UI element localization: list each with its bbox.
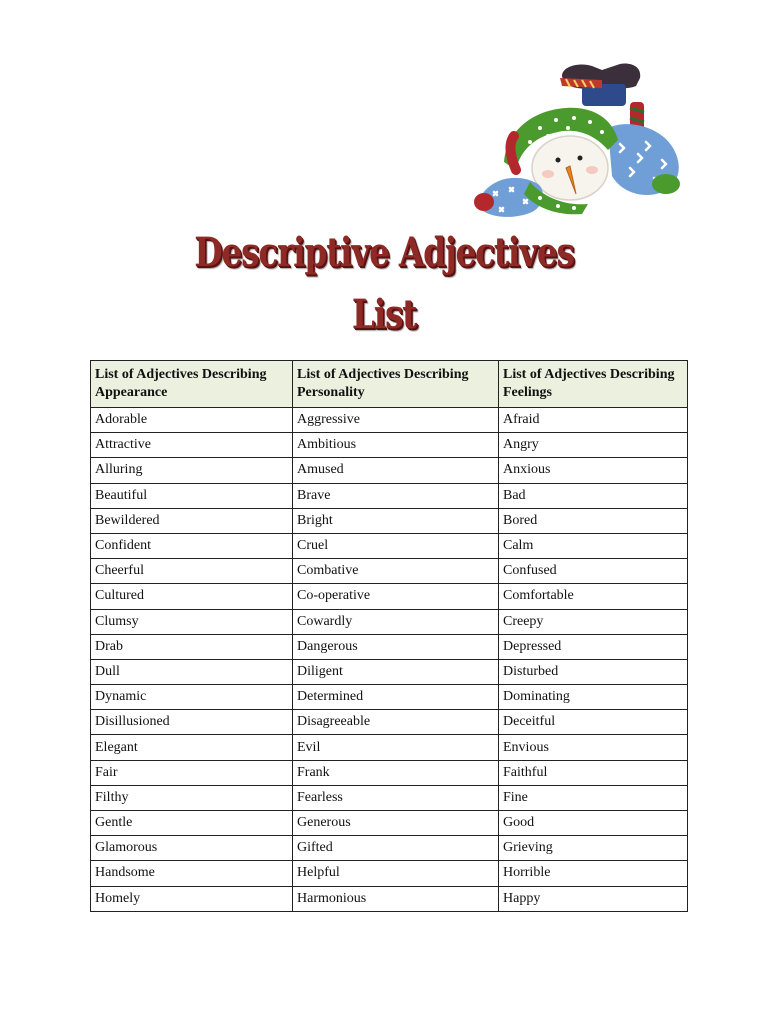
cell-appearance: Fair	[91, 760, 293, 785]
cell-feelings: Angry	[499, 433, 688, 458]
cell-personality: Diligent	[293, 659, 499, 684]
table-header-row	[91, 361, 688, 408]
cell-appearance: Drab	[91, 634, 293, 659]
cell-personality: Harmonious	[293, 886, 499, 911]
cell-personality: Helpful	[293, 861, 499, 886]
cell-personality: Generous	[293, 811, 499, 836]
table-row	[91, 710, 688, 735]
cell-personality: Bright	[293, 508, 499, 533]
snowman-icon	[470, 58, 688, 226]
cell-appearance: Adorable	[91, 408, 293, 433]
cell-feelings: Confused	[499, 559, 688, 584]
cell-personality: Co-operative	[293, 584, 499, 609]
table-row	[91, 685, 688, 710]
cell-appearance: Cheerful	[91, 559, 293, 584]
cell-feelings: Depressed	[499, 634, 688, 659]
cell-feelings: Creepy	[499, 609, 688, 634]
cell-feelings: Afraid	[499, 408, 688, 433]
table-row	[91, 508, 688, 533]
cell-feelings: Envious	[499, 735, 688, 760]
snowman-face	[532, 136, 608, 200]
cell-appearance: Clumsy	[91, 609, 293, 634]
table-row	[91, 811, 688, 836]
table-row	[91, 861, 688, 886]
table-row	[91, 458, 688, 483]
adjectives-table	[90, 360, 688, 912]
cell-appearance: Disillusioned	[91, 710, 293, 735]
cell-personality: Disagreeable	[293, 710, 499, 735]
cell-appearance: Attractive	[91, 433, 293, 458]
table-row	[91, 760, 688, 785]
table-row	[91, 433, 688, 458]
column-header-appearance: List of Adjectives Describing Appearance	[91, 361, 293, 408]
cell-feelings: Horrible	[499, 861, 688, 886]
table-row	[91, 483, 688, 508]
cell-feelings: Faithful	[499, 760, 688, 785]
cell-feelings: Comfortable	[499, 584, 688, 609]
cell-feelings: Good	[499, 811, 688, 836]
cell-personality: Amused	[293, 458, 499, 483]
table-row	[91, 785, 688, 810]
cell-feelings: Grieving	[499, 836, 688, 861]
cell-personality: Gifted	[293, 836, 499, 861]
table-row	[91, 886, 688, 911]
cell-personality: Fearless	[293, 785, 499, 810]
cell-appearance: Dynamic	[91, 685, 293, 710]
column-header-personality: List of Adjectives Describing Personality	[293, 361, 499, 408]
cell-feelings: Calm	[499, 533, 688, 558]
table-row	[91, 634, 688, 659]
cell-appearance: Handsome	[91, 861, 293, 886]
cell-personality: Aggressive	[293, 408, 499, 433]
cell-personality: Combative	[293, 559, 499, 584]
cell-appearance: Cultured	[91, 584, 293, 609]
cell-appearance: Confident	[91, 533, 293, 558]
right-arm	[608, 124, 680, 195]
cell-appearance: Glamorous	[91, 836, 293, 861]
cell-personality: Determined	[293, 685, 499, 710]
cell-feelings: Bad	[499, 483, 688, 508]
cell-appearance: Gentle	[91, 811, 293, 836]
cell-feelings: Deceitful	[499, 710, 688, 735]
cell-appearance: Elegant	[91, 735, 293, 760]
cell-personality: Cowardly	[293, 609, 499, 634]
table-row	[91, 584, 688, 609]
cell-appearance: Alluring	[91, 458, 293, 483]
column-header-feelings: List of Adjectives Describing Feelings	[499, 361, 688, 408]
cell-appearance: Beautiful	[91, 483, 293, 508]
table-row	[91, 836, 688, 861]
cell-personality: Dangerous	[293, 634, 499, 659]
table-row	[91, 408, 688, 433]
page-title: Descriptive Adjectives List	[194, 229, 574, 338]
cell-personality: Cruel	[293, 533, 499, 558]
cell-feelings: Dominating	[499, 685, 688, 710]
table-row	[91, 533, 688, 558]
table-row	[91, 659, 688, 684]
cell-personality: Ambitious	[293, 433, 499, 458]
cell-personality: Brave	[293, 483, 499, 508]
table-row	[91, 735, 688, 760]
table-row	[91, 609, 688, 634]
cell-feelings: Anxious	[499, 458, 688, 483]
cell-feelings: Fine	[499, 785, 688, 810]
cell-appearance: Homely	[91, 886, 293, 911]
cell-feelings: Happy	[499, 886, 688, 911]
cell-appearance: Bewildered	[91, 508, 293, 533]
cell-appearance: Dull	[91, 659, 293, 684]
table-row	[91, 559, 688, 584]
cell-personality: Evil	[293, 735, 499, 760]
cell-personality: Frank	[293, 760, 499, 785]
cell-feelings: Disturbed	[499, 659, 688, 684]
cell-feelings: Bored	[499, 508, 688, 533]
cell-appearance: Filthy	[91, 785, 293, 810]
